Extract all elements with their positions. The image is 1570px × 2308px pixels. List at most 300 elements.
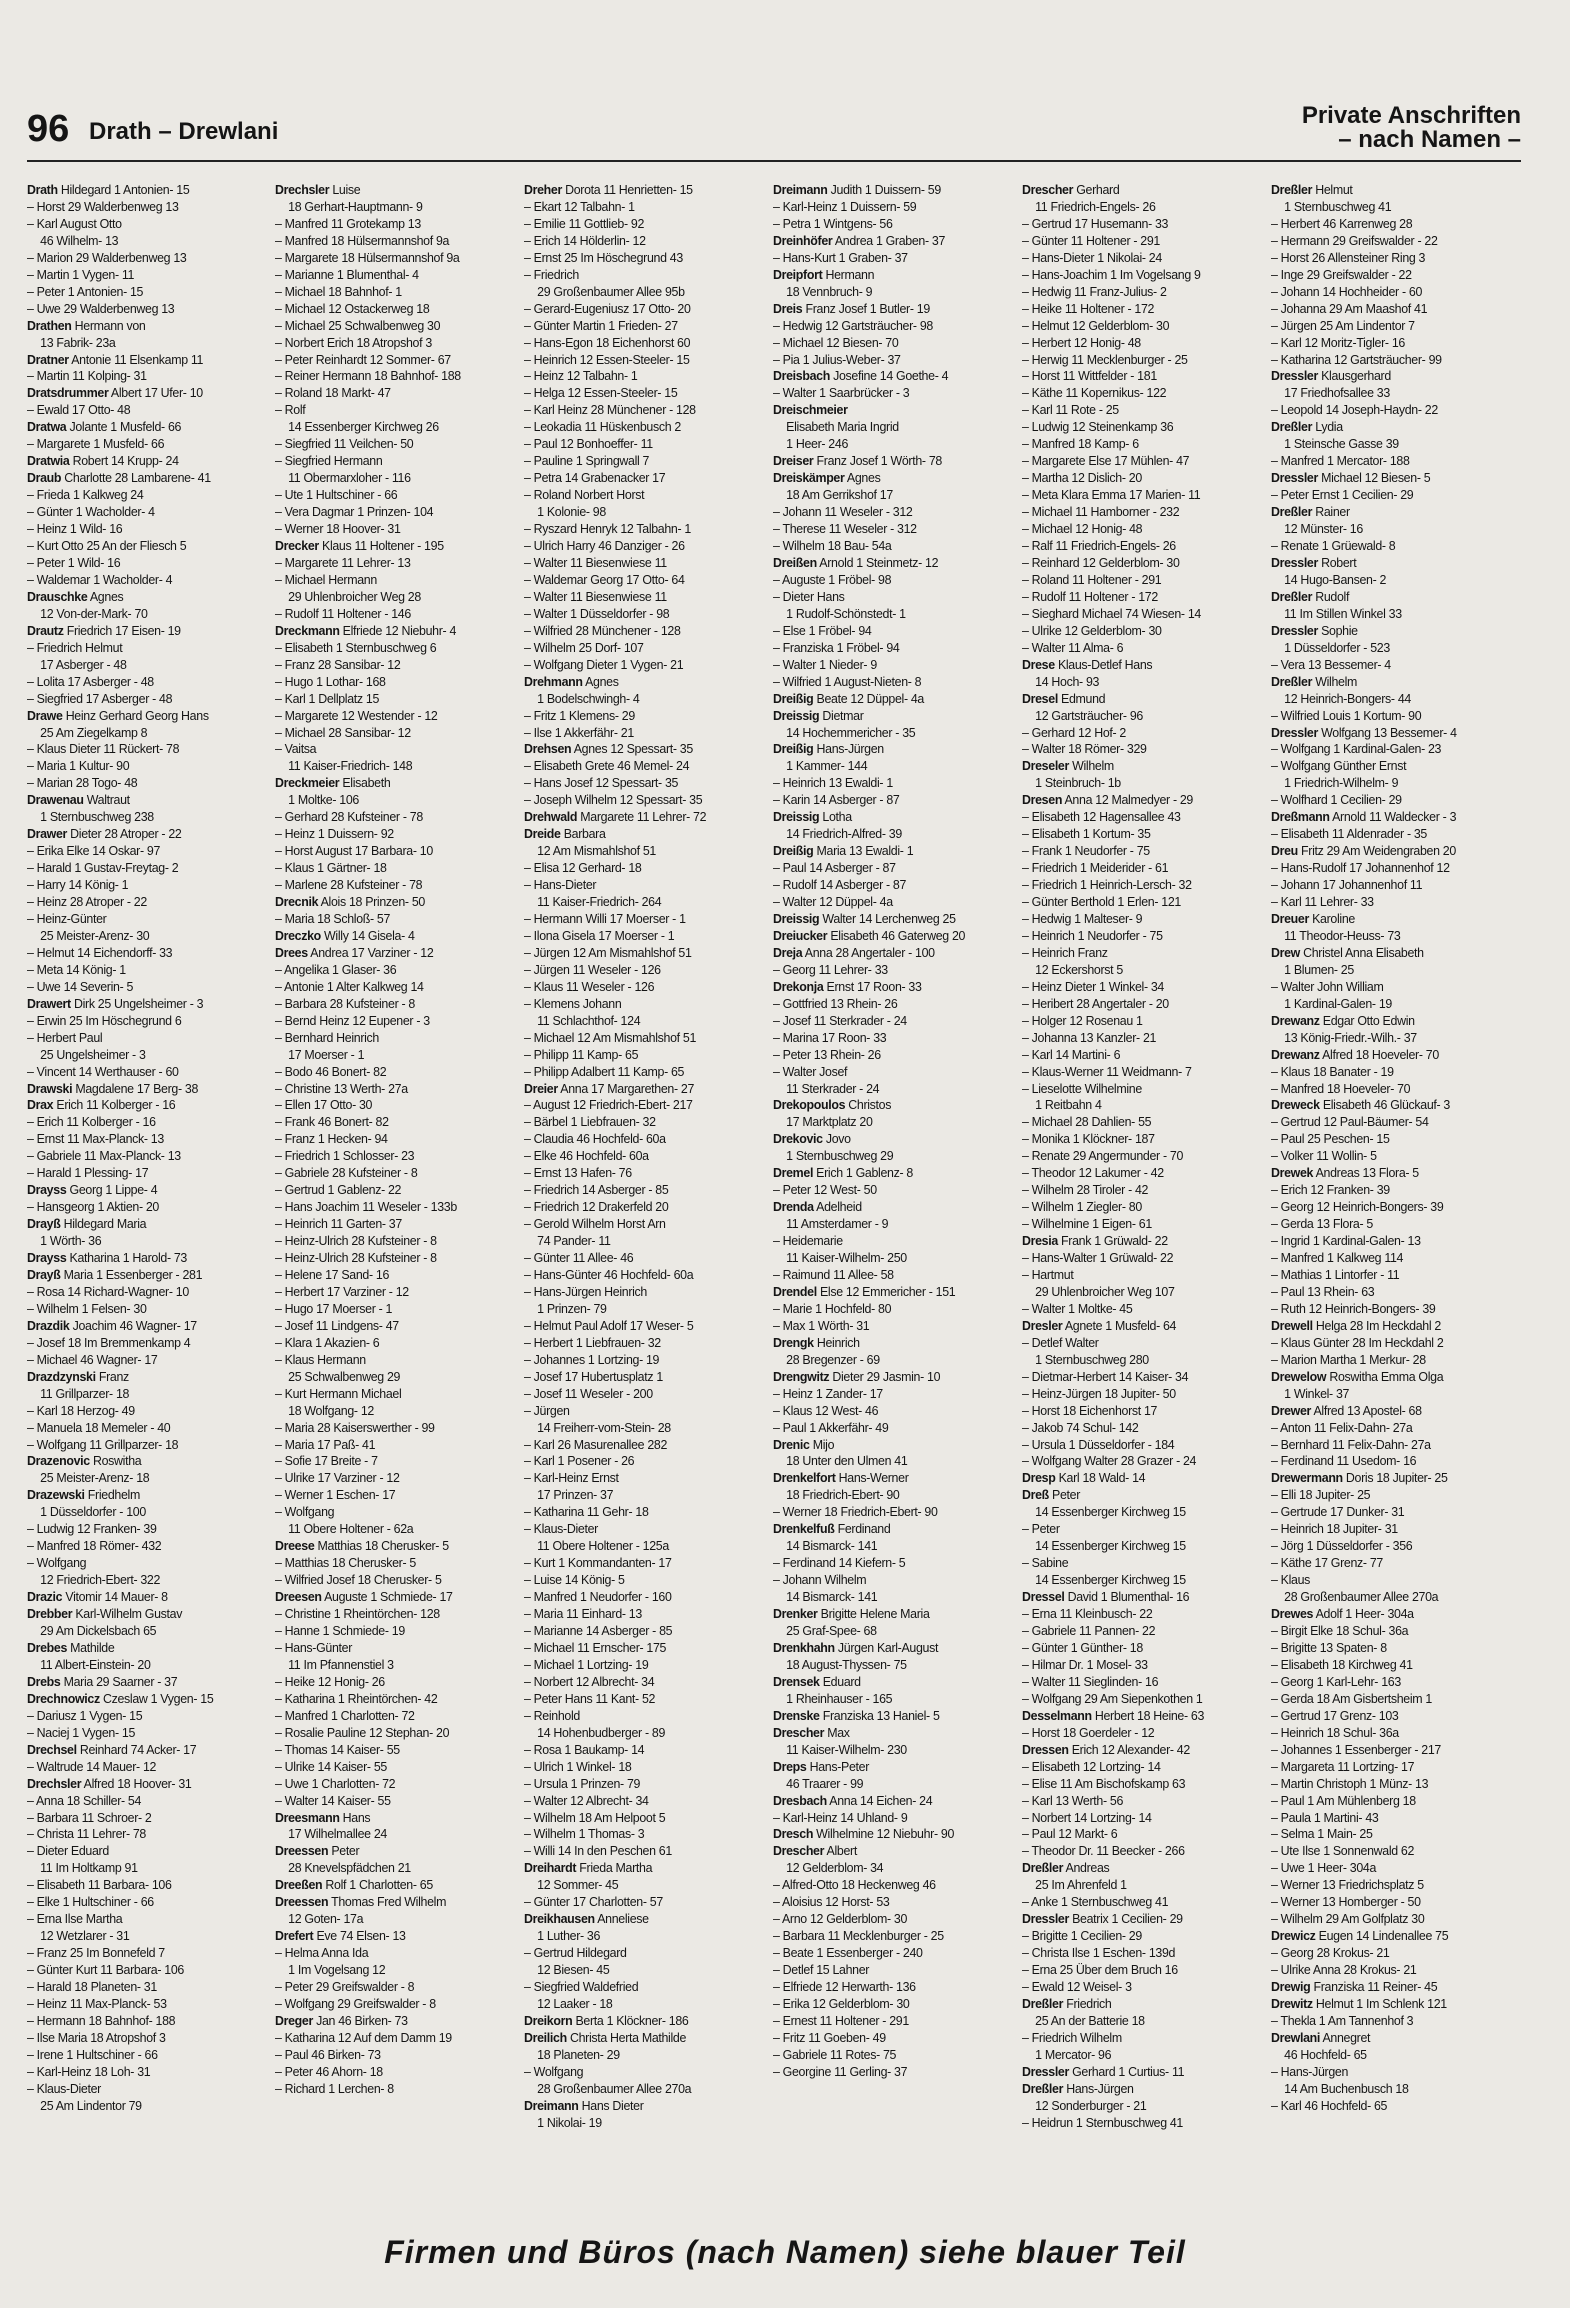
directory-entry [773,1437,997,1454]
directory-entry [275,708,499,725]
entry-text: – Theodor 12 Lakumer - 42 [1022,1165,1164,1181]
entry-surname: Dreiucker [773,927,828,943]
directory-entry [524,2030,748,2047]
entry-text: – Gertrude 17 Dunker- 31 [1271,1504,1405,1520]
directory-entry [275,1928,499,1945]
entry-text: 11 Friedrich-Engels- 26 [1035,198,1156,214]
directory-entry [524,826,748,843]
entry-text: – Ryszard Henryk 12 Talbahn- 1 [524,521,691,537]
directory-entry [524,1759,748,1776]
directory-entry [524,1843,748,1860]
entry-text: – Heinz Dieter 1 Winkel- 34 [1022,978,1164,994]
directory-entry [773,419,997,436]
directory-entry [524,352,748,369]
entry-text: 17 Friedhofsallee 33 [1284,385,1390,401]
entry-text: – Hedwig 1 Malteser- 9 [1022,910,1143,926]
entry-surname: Dratsdrummer [27,385,109,401]
directory-entry [1271,572,1495,589]
directory-entry [1271,996,1495,1013]
directory-entry [1022,928,1246,945]
directory-entry [275,1742,499,1759]
directory-entry [773,1470,997,1487]
entry-text: Albert 17 Ufer- 10 [108,385,203,401]
entry-text: – Ute Ilse 1 Sonnenwald 62 [1271,1843,1415,1859]
entry-surname: Dreischmeier [773,402,848,418]
entry-text: Dieter 29 Jasmin- 10 [829,1368,941,1384]
directory-entry [524,368,748,385]
directory-entry [524,623,748,640]
entry-surname: Dreimann [773,182,828,197]
entry-text: – Norbert 12 Albrecht- 34 [524,1673,655,1689]
entry-text: Maria 29 Saarner - 37 [60,1673,178,1689]
entry-surname: Dreinhöfer [773,232,833,248]
directory-entry [275,1538,499,1555]
entry-text: 12 Wetzlarer - 31 [40,1928,130,1944]
directory-entry [773,1793,997,1810]
entry-text: Czeslaw 1 Vygen- 15 [99,1690,214,1706]
directory-entry [275,775,499,792]
entry-surname: Dressler [1022,1911,1069,1927]
entry-text: – Barbara 11 Schroer- 2 [27,1809,152,1825]
entry-text: – Peter Hans 11 Kant- 52 [524,1690,656,1706]
directory-entry [1022,1640,1246,1657]
entry-surname: Drew [1271,944,1301,960]
entry-text: – Uwe 1 Heer- 304a [1271,1860,1377,1876]
entry-text: – Johanna 29 Am Maashof 41 [1271,300,1428,316]
entry-text: – Gottfried 13 Rhein- 26 [773,995,898,1011]
directory-entry [275,1403,499,1420]
entry-surname: Dreisbach [773,368,830,384]
entry-text: – Dieter Eduard [27,1843,109,1859]
entry-text: 28 Großenbaumer Allee 270a [1284,1589,1439,1605]
directory-entry [1022,1403,1246,1420]
entry-text: 29 Am Dickelsbach 65 [40,1623,157,1639]
entry-text: 1 Reitbahn 4 [1035,1097,1102,1113]
directory-entry [1271,1335,1495,1352]
directory-entry [1271,691,1495,708]
entry-text: – Gabriele 11 Max-Planck- 13 [27,1148,181,1164]
entry-text: – Sabine [1022,1555,1069,1571]
entry-text: – Vaitsa [275,741,317,757]
entry-text: – Wilhelm 18 Am Helpoot 5 [524,1809,666,1825]
directory-entry [275,1860,499,1877]
entry-text: 1 Rudolf-Schönstedt- 1 [786,605,906,621]
directory-entry [524,419,748,436]
entry-text: – Ursula 1 Düsseldorfer - 184 [1022,1436,1175,1452]
entry-text: 25 Im Ahrenfeld 1 [1035,1877,1127,1893]
entry-text: – Dieter Hans [773,588,845,604]
directory-entry [773,1233,997,1250]
entry-text: Klaus 11 Holtener - 195 [318,538,444,554]
directory-entry [1022,1114,1246,1131]
directory-entry [275,945,499,962]
entry-text: – Hartmut [1022,1267,1074,1282]
directory-entry [1271,1284,1495,1301]
directory-entry [524,640,748,657]
entry-surname: Desselmann [1022,1707,1092,1723]
entry-text: – Karl 18 Herzog- 49 [27,1402,135,1418]
entry-text: Friedhelm [84,1487,140,1503]
directory-entry [1271,1081,1495,1098]
entry-text: – Harald 1 Plessing- 17 [27,1165,149,1181]
directory-entry [773,2064,997,2081]
entry-text: – Marion Martha 1 Merkur- 28 [1271,1351,1426,1367]
entry-text: – Manfred 1 Kalkweg 114 [1271,1250,1404,1266]
directory-entry [27,691,251,708]
entry-text: – Marion 29 Walderbenweg 13 [27,249,187,265]
entry-text: – Michael 28 Dahlien- 55 [1022,1114,1152,1130]
directory-entry [773,1216,997,1233]
directory-entry [773,674,997,691]
directory-entry [27,1267,251,1284]
entry-text: – Hans Joachim 11 Weseler - 133b [275,1199,457,1215]
entry-text: Jovo [822,1131,851,1147]
entry-text: Elfriede 12 Niebuhr- 4 [339,622,457,638]
directory-entry [27,2098,251,2115]
entry-text: – Frank 46 Bonert- 82 [275,1114,389,1130]
directory-entry [1022,2013,1246,2030]
entry-text: – Werner 18 Hoover- 31 [275,521,401,537]
entry-text: – Lolita 17 Asberger - 48 [27,673,154,689]
entry-text: – Fritz 11 Goeben- 49 [773,2029,886,2045]
directory-entry [27,860,251,877]
entry-text: Elisabeth [339,775,391,791]
entry-text: 46 Traarer - 99 [786,1775,864,1791]
directory-entry [1022,1487,1246,1504]
directory-entry [27,402,251,419]
entry-text: – Paul 12 Bonhoeffer- 11 [524,436,653,452]
entry-text: – Harald 18 Planeten- 31 [27,1979,157,1995]
directory-entry [773,504,997,521]
entry-text: – Herbert Paul [27,1029,103,1045]
entry-text: – Rosalie Pauline 12 Stephan- 20 [275,1724,450,1740]
directory-entry [27,1725,251,1742]
entry-text: – Ellen 17 Otto- 30 [275,1097,373,1113]
entry-text: – Manfred 18 Hülsermannshof 9a [275,232,450,248]
entry-surname: Drenda [773,1199,814,1215]
entry-surname: Dreu [1271,843,1298,859]
entry-text: Friedrich [1063,1995,1112,2011]
entry-text: – Hans-Dieter [524,877,597,893]
entry-text: – Peter 12 West- 50 [773,1182,877,1198]
entry-text: – Harry 14 König- 1 [27,877,129,893]
entry-text: Rainer [1312,504,1350,520]
directory-entry [1022,1589,1246,1606]
entry-text: Elisabeth 46 Gaterweg 20 [827,927,966,943]
entry-text: – Katharina 1 Rheintörchen- 42 [275,1690,438,1706]
directory-entry [773,487,997,504]
entry-text: – Kurt 1 Kommandanten- 17 [524,1555,672,1571]
entry-surname: Dresler [1022,1317,1063,1333]
entry-text: – Martha 12 Dislich- 20 [1022,470,1142,486]
directory-entry [773,1589,997,1606]
directory-entry [524,1182,748,1199]
directory-entry [27,1877,251,1894]
directory-entry [773,436,997,453]
entry-text: Frieda Martha [576,1860,653,1876]
entry-text: 1 Kolonie- 98 [537,504,606,520]
directory-entry [1022,1216,1246,1233]
entry-text: – Margarete 18 Hülsermannshof 9a [275,249,460,265]
directory-entry [275,1420,499,1437]
entry-text: Andrea 1 Graben- 37 [832,232,946,248]
entry-text: – Petra 1 Wintgens- 56 [773,215,893,231]
entry-text: – Uwe 14 Severin- 5 [27,978,134,994]
entry-text: – Monika 1 Klöckner- 187 [1022,1131,1155,1147]
entry-text: 1 Heer- 246 [786,436,849,452]
directory-entry [27,640,251,657]
directory-entry [524,1437,748,1454]
entry-text: – Siegfried 11 Veilchen- 50 [275,436,414,452]
entry-surname: Dremel [773,1165,814,1181]
entry-text: – Horst 11 Wittfelder - 181 [1022,368,1157,384]
directory-entry [275,1386,499,1403]
section-title-line1: Private Anschriften [1301,102,1521,129]
entry-text: – Walter 1 Moltke- 45 [1022,1300,1133,1316]
directory-entry [524,708,748,725]
directory-entry [773,1657,997,1674]
entry-text: – Waldemar Georg 17 Otto- 64 [524,571,685,587]
entry-surname: Drescher [773,1843,825,1859]
entry-text: – Peter 1 Antonien- 15 [27,283,144,299]
directory-entry [1271,589,1495,606]
directory-entry [524,1962,748,1979]
directory-entry [1271,1470,1495,1487]
directory-entry [524,453,748,470]
entry-text: Matthias 18 Cherusker- 5 [314,1538,449,1554]
directory-entry [773,1335,997,1352]
entry-text: – Wilfried 28 Münchener - 128 [524,622,681,638]
entry-text: – Wolfgang Günther Ernst [1271,758,1407,774]
directory-entry [773,1114,997,1131]
directory-entry [773,691,997,708]
entry-surname: Dresbach [773,1792,827,1808]
directory-entry [524,1979,748,1996]
entry-text: – Friedrich Wilhelm [1022,2029,1122,2045]
entry-text: – Elke 46 Hochfeld- 60a [524,1148,649,1164]
directory-column-4 [773,182,997,2222]
directory-entry [27,843,251,860]
entry-text: Waltraut [83,792,130,808]
directory-entry [1022,1877,1246,1894]
directory-entry [1022,1555,1246,1572]
entry-text: 1 Moltke- 106 [288,792,359,808]
entry-text: – Auguste 1 Fröbel- 98 [773,571,892,587]
entry-text: 17 Asberger - 48 [40,656,127,672]
entry-text: – Pauline 1 Springwall 7 [524,453,650,469]
entry-text: Agnes [582,673,619,689]
entry-text: Albert [824,1843,857,1859]
directory-entry [1271,1843,1495,1860]
entry-text: Anna 28 Angertaler - 100 [802,944,935,960]
directory-entry [773,2013,997,2030]
directory-entry [27,725,251,742]
directory-entry [524,775,748,792]
directory-entry [275,741,499,758]
entry-text: – Aloisius 12 Horst- 53 [773,1894,890,1910]
entry-text: – Erich 12 Franken- 39 [1271,1182,1390,1198]
entry-text: – Manfred 11 Grotekamp 13 [275,215,421,231]
entry-text: – Antonie 1 Alter Kalkweg 14 [275,978,424,994]
entry-text: – Heinz-Jürgen 18 Jupiter- 50 [1022,1385,1176,1401]
directory-entry [524,1555,748,1572]
entry-text: – Ekart 12 Talbahn- 1 [524,198,635,214]
directory-entry [1271,1148,1495,1165]
directory-entry [275,1504,499,1521]
directory-entry [524,1403,748,1420]
entry-text: – Gabriele 11 Pannen- 22 [1022,1623,1156,1639]
entry-text: Margarete 11 Lehrer- 72 [577,809,707,825]
directory-entry [1271,606,1495,623]
entry-text: – Richard 1 Lerchen- 8 [275,2080,394,2096]
entry-text: – Wilhelm 1 Ziegler- 80 [1022,1199,1142,1215]
directory-entry [27,1894,251,1911]
directory-entry [275,1470,499,1487]
entry-text: – Gertrud Hildegard [524,1945,627,1961]
entry-text: – Karl-Heinz 1 Duissern- 59 [773,198,917,214]
directory-entry [773,572,997,589]
entry-surname: Drehmann [524,673,583,689]
directory-entry [1022,877,1246,894]
entry-text: Brigitte Helene Maria [817,1606,930,1622]
entry-surname: Drazewski [27,1487,85,1503]
directory-entry [27,572,251,589]
directory-entry [1271,945,1495,962]
entry-text: – Hans-Jürgen [1271,2063,1349,2079]
directory-entry [275,1708,499,1725]
entry-text: Alfred 18 Hoeveler- 70 [1319,1046,1439,1062]
entry-text: – Hanne 1 Schmiede- 19 [275,1623,405,1639]
directory-entry [27,1962,251,1979]
directory-entry [1271,1030,1495,1047]
directory-entry [275,199,499,216]
directory-entry [1022,233,1246,250]
entry-text: Michael 12 Biesen- 5 [1318,470,1431,486]
entry-surname: Dreßler [1271,419,1313,435]
directory-entry [1271,1826,1495,1843]
directory-entry [1022,1284,1246,1301]
directory-entry [524,470,748,487]
directory-entry [524,1013,748,1030]
entry-surname: Drehwald [524,809,578,825]
entry-text: 46 Hochfeld- 65 [1284,2046,1367,2062]
entry-text: – Manfred 18 Römer- 432 [27,1538,162,1554]
directory-entry [27,1691,251,1708]
directory-entry [1271,623,1495,640]
directory-entry [524,691,748,708]
entry-surname: Dreihardt [524,1860,577,1876]
entry-text: – Paul 1 Akkerfähr- 49 [773,1419,889,1435]
directory-entry [773,809,997,826]
directory-entry [275,2013,499,2030]
entry-text: 12 Sommer- 45 [537,1877,619,1893]
directory-entry [524,1216,748,1233]
entry-surname: Dreßmann [1271,809,1330,825]
directory-entry [1271,521,1495,538]
directory-entry [1022,1793,1246,1810]
directory-entry [275,1199,499,1216]
directory-entry [27,216,251,233]
entry-text: – Paul 14 Asberger - 87 [773,860,896,876]
entry-text: – Ernst 13 Hafen- 76 [524,1165,632,1181]
entry-text: Peter [328,1843,360,1859]
entry-text: Erich 12 Alexander- 42 [1068,1741,1190,1757]
entry-text: – Ferdinand 14 Kiefern- 5 [773,1555,906,1571]
directory-entry [275,368,499,385]
directory-entry [1022,708,1246,725]
entry-text: – Margarete Else 17 Mühlen- 47 [1022,453,1190,469]
directory-entry [1022,504,1246,521]
directory-entry [275,1318,499,1335]
directory-entry [1022,419,1246,436]
directory-entry [524,1877,748,1894]
directory-entry [1271,1793,1495,1810]
directory-entry [27,877,251,894]
entry-text: – Heribert 28 Angertaler - 20 [1022,995,1169,1011]
entry-text: – Christine 13 Werth- 27a [275,1080,408,1096]
entry-text: 1 Mercator- 96 [1035,2046,1112,2062]
entry-text: – Meta 14 König- 1 [27,961,126,977]
directory-entry [275,1606,499,1623]
directory-entry [1271,555,1495,572]
directory-entry [773,589,997,606]
directory-entry [1022,1657,1246,1674]
directory-entry [773,1538,997,1555]
directory-entry [27,911,251,928]
directory-entry [27,301,251,318]
entry-text: 11 Amsterdamer - 9 [786,1216,889,1232]
entry-surname: Drewes [1271,1606,1314,1622]
entry-text: – Klaus Hermann [275,1351,366,1367]
entry-text: – Anton 11 Felix-Dahn- 27a [1271,1419,1413,1435]
directory-entry [524,1657,748,1674]
entry-text: – Gertrud 1 Gablenz- 22 [275,1182,402,1198]
directory-entry [524,182,748,199]
entry-text: – Georg 11 Lehrer- 33 [773,961,888,977]
entry-text: – Wolfgang 1 Kardinal-Galen- 23 [1271,741,1442,757]
directory-entry [524,1810,748,1827]
directory-entry [1022,1979,1246,1996]
entry-text: – Bernhard Heinrich [275,1029,380,1045]
entry-text: – Renate 29 Angermunder - 70 [1022,1148,1184,1164]
directory-entry [773,2030,997,2047]
entry-text: Herbert 18 Heine- 63 [1091,1707,1205,1723]
directory-entry [1271,962,1495,979]
entry-text: Beatrix 1 Cecilien- 29 [1069,1911,1183,1927]
directory-entry [1022,1437,1246,1454]
entry-text: Joachim 46 Wagner- 17 [69,1317,197,1333]
directory-entry [1022,623,1246,640]
entry-text: – Heinrich 18 Schul- 36a [1271,1724,1399,1740]
directory-entry [1271,352,1495,369]
entry-text: 25 Meister-Arenz- 30 [40,927,150,943]
directory-entry [524,1776,748,1793]
entry-surname: Drecnik [275,894,319,910]
entry-text: – Heinrich Franz [1022,944,1108,960]
directory-entry [1271,2013,1495,2030]
entry-text: 12 Friedrich-Ebert- 322 [40,1572,161,1588]
directory-entry [275,1030,499,1047]
directory-entry [27,250,251,267]
directory-entry [27,1284,251,1301]
directory-entry [275,1250,499,1267]
entry-text: – Karl 46 Hochfeld- 65 [1271,2097,1388,2113]
entry-text: 18 Wolfgang- 12 [288,1402,374,1418]
directory-entry [275,1453,499,1470]
directory-entry [275,250,499,267]
directory-entry [524,1640,748,1657]
directory-entry [773,1928,997,1945]
